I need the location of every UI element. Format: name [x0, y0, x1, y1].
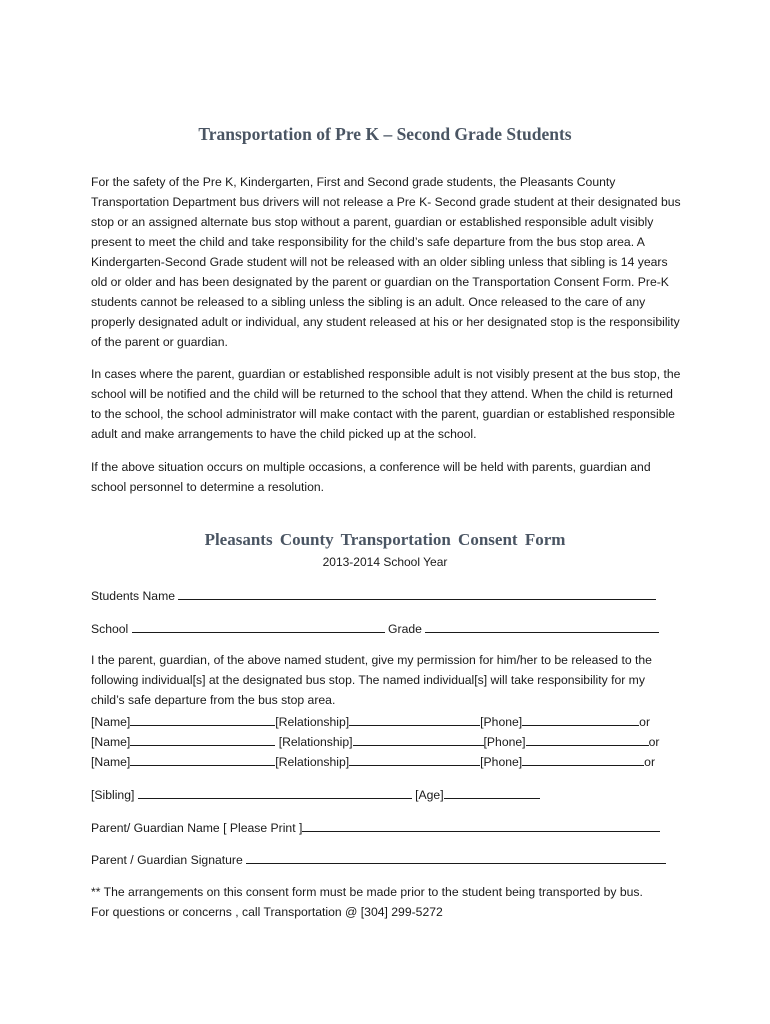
document-title: Transportation of Pre K – Second Grade Students: [198, 124, 572, 144]
name-label: [Name]: [91, 735, 131, 749]
guardian-signature-row: [91, 852, 666, 867]
school-field[interactable]: [132, 621, 385, 633]
relationship-field-1[interactable]: [349, 714, 480, 726]
name-field-2[interactable]: [130, 734, 275, 746]
contact-note: For questions or concerns , call Transportation @ [304] 299-5272: [91, 905, 443, 919]
sibling-field[interactable]: [138, 787, 412, 799]
school-label: School: [91, 622, 129, 636]
or-label: or: [648, 735, 660, 749]
school-grade-row: [91, 621, 659, 636]
name-field-1[interactable]: [130, 714, 275, 726]
school-year: 2013-2014 School Year: [322, 555, 448, 569]
grade-label: Grade: [388, 622, 422, 636]
age-label: [Age]: [415, 788, 444, 802]
or-label: or: [644, 755, 656, 769]
guardian-name-row: [91, 820, 660, 835]
students-name-field[interactable]: [178, 588, 656, 600]
policy-paragraph-1: For the safety of the Pre K, Kindergarten, First and Second grade students, the Pleasants County Transportation Department bus drivers will not release a Pre K- Second grade student at their designated bus stop or an assigned alternate bus stop without a parent, guardian or established responsible adult visibly present to meet the child and take responsibility for the child’s safe departure from the bus stop area. A Kindergarten-Second Grade student will not be released with an older sibling unless that sibling is 14 years old or older and has been designated by the parent or guardian on the Transportation Consent Form. Pre-K students cannot be released to a sibling unless the sibling is an adult. Once released to the care of any properly designated adult or individual, any student released at his or her designated stop is the responsibility of the parent or guardian.: [91, 175, 681, 349]
form-title: Pleasants County Transportation Consent Form: [204, 530, 566, 549]
relationship-label: [Relationship]: [275, 755, 350, 769]
guardian-name-field[interactable]: [302, 820, 660, 832]
name-field-3[interactable]: [130, 754, 275, 766]
designee-row-2: [91, 734, 659, 749]
permission-text: I the parent, guardian, of the above named student, give my permission for him/her to be released to the following individual[s] at the designated bus stop. The named individual[s] will take responsibility for my child’s safe departure from the bus stop area.: [91, 653, 652, 707]
phone-label: [Phone]: [483, 735, 526, 749]
designee-row-3: [91, 754, 655, 769]
arrangements-note: ** The arrangements on this consent form must be made prior to the student being transported by bus.: [91, 885, 643, 899]
phone-field-2[interactable]: [526, 734, 649, 746]
sibling-label: [Sibling]: [91, 788, 135, 802]
phone-field-1[interactable]: [522, 714, 639, 726]
name-label: [Name]: [91, 755, 131, 769]
phone-field-3[interactable]: [522, 754, 644, 766]
phone-label: [Phone]: [480, 755, 523, 769]
guardian-signature-label: Parent / Guardian Signature: [91, 853, 243, 867]
grade-field[interactable]: [425, 621, 659, 633]
policy-paragraph-3: If the above situation occurs on multiple occasions, a conference will be held with parents, guardian and school personnel to determine a resolution.: [91, 460, 651, 494]
sibling-row: [91, 787, 540, 802]
relationship-label: [Relationship]: [275, 715, 350, 729]
guardian-signature-field[interactable]: [246, 852, 666, 864]
name-label: [Name]: [91, 715, 131, 729]
relationship-field-3[interactable]: [349, 754, 480, 766]
relationship-field-2[interactable]: [353, 734, 484, 746]
students-name-row: [91, 588, 656, 603]
students-name-label: Students Name: [91, 589, 176, 603]
or-label: or: [639, 715, 651, 729]
relationship-label: [Relationship]: [278, 735, 353, 749]
policy-paragraph-2: In cases where the parent, guardian or established responsible adult is not visibly present at the bus stop, the school will be notified and the child will be returned to the school that they attend. When the child is returned to the school, the school administrator will make contact with the parent, guardian or established responsible adult and make arrangements to have the child picked up at the school.: [91, 367, 681, 441]
age-field[interactable]: [444, 787, 540, 799]
phone-label: [Phone]: [480, 715, 523, 729]
designee-row-1: [91, 714, 650, 729]
guardian-name-label: Parent/ Guardian Name [ Please Print ]: [91, 821, 303, 835]
